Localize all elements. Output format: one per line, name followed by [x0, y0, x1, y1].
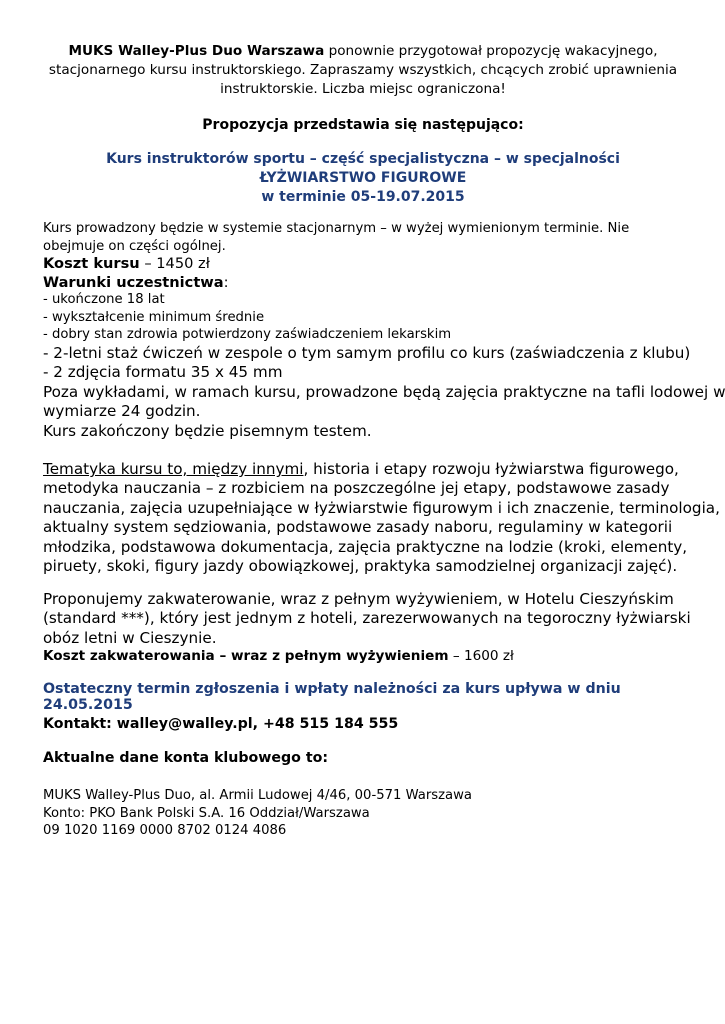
contact-line: Kontakt: walley@walley.pl, +48 515 184 555 [43, 716, 399, 732]
conditions-label: Warunki uczestnictwa [43, 274, 224, 291]
course-details [43, 220, 683, 255]
exam-line: Kurs zakończony będzie pisemnym testem. [43, 421, 372, 440]
intro-paragraph [48, 42, 678, 99]
intro-line-2: stacjonarnego kursu instruktorskiego. Zapraszamy wszystkich, chcących zrobić uprawnienia [48, 62, 678, 78]
course-dates: w terminie 05-19.07.2015 [261, 189, 465, 205]
condition-item: - dobry stan zdrowia potwierdzony zaświadczeniem lekarskim [43, 327, 452, 342]
condition-item: - ukończone 18 lat [43, 292, 165, 307]
course-title-line-2: ŁYŻWIARSTWO FIGUROWE [259, 170, 467, 186]
conditions-list [43, 291, 683, 344]
conditions-colon: : [223, 274, 229, 291]
condition-item: - wykształcenie minimum średnie [43, 309, 265, 325]
accommodation-line-3: obóz letni w Cieszynie. [43, 628, 217, 647]
accommodation-paragraph [43, 590, 691, 648]
course-cost-label: Koszt kursu [43, 255, 140, 272]
course-title [48, 150, 678, 207]
accommodation-cost-value: – 1600 zł [448, 648, 514, 664]
conditions-heading [43, 273, 683, 292]
lectures-line-2: wymiarze 24 godzin. [43, 402, 201, 421]
topics-paragraph [43, 460, 720, 576]
account-line-1: MUKS Walley-Plus Duo, al. Armii Ludowej 4/46, 00-571 Warszawa [43, 788, 473, 803]
account-heading: Aktualne dane konta klubowego to: [43, 750, 329, 766]
topics-label: Tematyka kursu to, między innymi [43, 460, 304, 478]
topics-line-6: piruety, skoki, figury jazdy obowiązkowej, praktyka samodzielnej organizacji zajęć). [43, 557, 678, 576]
account-number: 09 1020 1169 0000 8702 0124 4086 [43, 823, 287, 838]
details-line-1: Kurs prowadzony będzie w systemie stacjonarnym – w wyżej wymienionym terminie. Nie [43, 221, 630, 236]
lectures-line-1: Poza wykładami, w ramach kursu, prowadzone będą zajęcia praktyczne na tafli lodowej w [43, 382, 725, 401]
accommodation-cost [43, 647, 683, 665]
topics-line-5: młodzika, podstawowa dokumentacja, zajęcia praktyczne na lodzie (kroki, elementy, [43, 537, 688, 556]
topics-line-4: aktualny system sędziowania, podstawowe zasady naboru, regulaminy w kategorii [43, 518, 673, 537]
account-line-2: Konto: PKO Bank Polski S.A. 16 Oddział/Warszawa [43, 805, 370, 821]
topics-line-1: , historia i etapy rozwoju łyżwiarstwa figurowego, [303, 460, 679, 478]
accommodation-line-1: Proponujemy zakwaterowanie, wraz z pełnym wyżywieniem, w Hotelu Cieszyńskim [43, 590, 674, 608]
details-line-2: obejmuje on części ogólnej. [43, 238, 226, 254]
intro-line-3: instruktorskie. Liczba miejsc ograniczona! [220, 81, 506, 97]
organization-name: MUKS Walley-Plus Duo Warszawa [68, 43, 325, 59]
intro-line-1: ponownie przygotował propozycję wakacyjnego, [324, 43, 658, 59]
course-cost-value: – 1450 zł [139, 255, 210, 272]
course-title-line-1: Kurs instruktorów sportu – część specjalistyczna – w specjalności [106, 151, 620, 167]
conditions-list-continued [43, 344, 725, 441]
topics-line-2: metodyka nauczania – z rozbiciem na poszczególne jej etapy, podstawowe zasady [43, 479, 670, 498]
proposal-heading: Propozycja przedstawia się następująco: [202, 117, 524, 133]
deadline-notice: Ostateczny termin zgłoszenia i wpłaty należności za kurs upływa w dniu 24.05.2015 [43, 681, 621, 713]
accommodation-cost-label: Koszt zakwaterowania – wraz z pełnym wyżywieniem [43, 648, 449, 664]
course-cost [43, 254, 683, 273]
accommodation-line-2: (standard ***), który jest jednym z hoteli, zarezerwowanych na tegoroczny łyżwiarski [43, 609, 691, 628]
condition-item: - 2 zdjęcia formatu 35 x 45 mm [43, 363, 283, 382]
condition-item: - 2-letni staż ćwiczeń w zespole o tym samym profilu co kurs (zaświadczenia z klubu) [43, 344, 691, 362]
topics-line-3: nauczania, zajęcia uzupełniające w łyżwiarstwie figurowym i ich znaczenie, terminologia, [43, 498, 720, 517]
account-details [43, 787, 683, 840]
